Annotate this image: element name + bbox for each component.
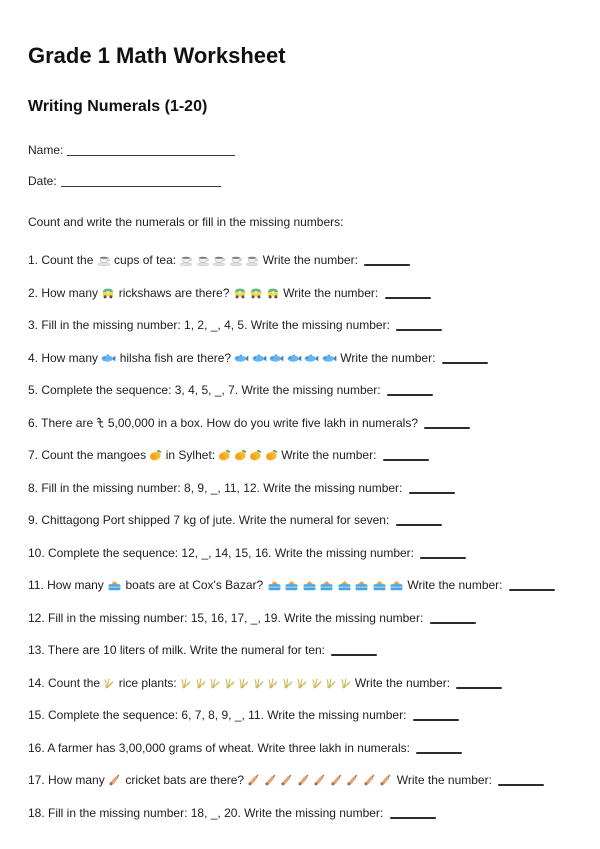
rice-plant-icon <box>209 677 221 689</box>
rice-plant-icon-row <box>103 677 115 689</box>
answer-blank <box>390 817 436 819</box>
question-text: 13. There are 10 liters of milk. Write the numeral for ten: <box>28 643 329 657</box>
fish-icon-row <box>101 353 116 364</box>
rice-plant-icon <box>195 677 207 689</box>
boat-icon <box>337 580 352 591</box>
question-18 <box>28 805 572 821</box>
question-text: cricket bats are there? <box>122 773 248 787</box>
rice-plant-icon <box>311 677 323 689</box>
answer-blank <box>430 622 476 624</box>
answer-blank <box>456 687 502 689</box>
cricket-bat-icon-row <box>247 773 393 786</box>
cricket-bat-icon <box>280 773 294 786</box>
rickshaw-icon <box>101 287 115 299</box>
question-text: 4. How many <box>28 350 102 365</box>
question-text: rickshaws are there? <box>115 285 233 300</box>
question-text: 9. Chittagong Port shipped 7 kg of jute. Write the numeral for seven: <box>28 513 393 527</box>
question-text: Write the number: <box>393 773 496 787</box>
answer-blank <box>498 784 544 786</box>
fish-icon-row <box>234 353 337 364</box>
name-blank-line <box>67 154 235 156</box>
answer-blank <box>387 394 433 396</box>
answer-blank <box>509 589 555 591</box>
fish-icon <box>304 353 319 364</box>
question-text: 15. Complete the sequence: 6, 7, 8, 9, _, 11. Write the missing number: <box>28 708 410 722</box>
question-12 <box>28 610 572 626</box>
rickshaw-icon-row <box>233 287 280 299</box>
cricket-bat-icon <box>346 773 360 786</box>
rickshaw-icon <box>249 287 263 299</box>
question-text: 1. Count the <box>28 253 97 267</box>
question-text: 2. How many <box>28 285 102 300</box>
boat-icon <box>107 580 122 591</box>
boat-icon <box>302 580 317 591</box>
question-text: Write the number: <box>279 285 382 300</box>
rice-plant-icon <box>282 677 294 689</box>
date-blank-line <box>61 185 221 187</box>
boat-icon-row <box>107 580 122 591</box>
cricket-bat-icon <box>379 773 393 786</box>
mango-icon-row <box>149 449 162 461</box>
date-field-row <box>28 173 572 189</box>
question-13 <box>28 642 572 658</box>
question-text: rice plants: <box>115 675 181 690</box>
question-3 <box>28 317 572 333</box>
rice-plant-icon <box>103 677 115 689</box>
answer-blank <box>420 557 466 559</box>
question-text: 8. Fill in the missing number: 8, 9, _, 11, 12. Write the missing number: <box>28 480 406 495</box>
cricket-bat-icon <box>313 773 327 786</box>
question-text: 3. Fill in the missing number: 1, 2, _, 4, 5. Write the missing number: <box>28 318 394 332</box>
question-text: Write the number: <box>259 253 362 267</box>
question-15 <box>28 707 572 723</box>
question-text: Write the number: <box>351 675 454 690</box>
rice-plant-icon <box>296 677 308 689</box>
boat-icon <box>389 580 404 591</box>
fish-icon <box>101 353 116 364</box>
mango-icon <box>149 449 162 461</box>
cricket-bat-icon <box>108 773 122 786</box>
question-4 <box>28 350 572 366</box>
rickshaw-icon <box>233 287 247 299</box>
page-title: Grade 1 Math Worksheet <box>28 43 286 68</box>
cricket-bat-icon <box>264 773 278 786</box>
question-text: cups of tea: <box>110 253 180 267</box>
cricket-bat-icon <box>330 773 344 786</box>
teacup-icon <box>229 254 243 266</box>
boat-icon <box>372 580 387 591</box>
mango-icon <box>234 449 247 461</box>
question-text: 12. Fill in the missing number: 15, 16, 17, _, 19. Write the missing number: <box>28 610 427 625</box>
question-text: 17. How many <box>28 773 109 787</box>
answer-blank <box>442 362 488 364</box>
rice-plant-icon <box>180 677 192 689</box>
section-title: Writing Numerals (1-20) <box>28 98 208 115</box>
question-text: Write the number: <box>336 350 439 365</box>
teacup-icon-row <box>179 254 259 266</box>
boat-icon <box>284 580 299 591</box>
answer-blank <box>331 654 377 656</box>
answer-blank <box>364 264 410 266</box>
question-text: in Sylhet: <box>162 448 219 462</box>
boat-icon <box>319 580 334 591</box>
question-text: 16. A farmer has 3,00,000 grams of wheat. Write three lakh in numerals: <box>28 740 414 755</box>
question-text: 5. Complete the sequence: 3, 4, 5, _, 7. Write the missing number: <box>28 383 384 397</box>
question-6 <box>28 415 572 431</box>
answer-blank <box>409 492 455 494</box>
teacup-icon <box>196 254 210 266</box>
cricket-bat-icon-row <box>108 773 122 786</box>
boat-icon <box>354 580 369 591</box>
answer-blank <box>383 459 429 461</box>
rickshaw-icon-row <box>101 287 115 299</box>
question-text: 11. How many <box>28 578 108 592</box>
question-16 <box>28 740 572 756</box>
question-text: boats are at Cox's Bazar? <box>122 578 267 592</box>
question-8 <box>28 480 572 496</box>
question-17 <box>28 772 572 788</box>
name-field-row <box>28 142 572 158</box>
fish-icon <box>322 353 337 364</box>
answer-blank <box>385 297 431 299</box>
question-1 <box>28 252 572 268</box>
rice-plant-icon <box>267 677 279 689</box>
answer-blank <box>396 329 442 331</box>
question-5 <box>28 382 572 398</box>
question-text: Write the number: <box>277 448 380 462</box>
question-text: Write the number: <box>404 578 506 592</box>
teacup-icon <box>245 254 259 266</box>
question-11 <box>28 577 572 593</box>
boat-icon <box>267 580 282 591</box>
question-text: 7. Count the mangoes <box>28 448 150 462</box>
mango-icon-row <box>218 449 278 461</box>
mango-icon <box>218 449 231 461</box>
mango-icon <box>265 449 278 461</box>
question-text: 14. Count the <box>28 675 104 690</box>
fish-icon <box>234 353 249 364</box>
question-7 <box>28 447 572 463</box>
instruction-text: Count and write the numerals or fill in the missing numbers: <box>28 215 344 229</box>
question-text: hilsha fish are there? <box>116 350 235 365</box>
teacup-icon <box>179 254 193 266</box>
teacup-icon <box>97 254 111 266</box>
rice-plant-icon <box>253 677 265 689</box>
teacup-icon <box>212 254 226 266</box>
mango-icon <box>249 449 262 461</box>
rice-plant-icon <box>238 677 250 689</box>
question-14 <box>28 675 572 691</box>
answer-blank <box>396 524 442 526</box>
cricket-bat-icon <box>247 773 261 786</box>
question-text: 18. Fill in the missing number: 18, _, 20. Write the missing number: <box>28 805 387 820</box>
rice-plant-icon <box>224 677 236 689</box>
question-9 <box>28 512 572 528</box>
question-10 <box>28 545 572 561</box>
fish-icon <box>252 353 267 364</box>
date-label: Date: <box>28 174 57 188</box>
cricket-bat-icon <box>363 773 377 786</box>
questions-list <box>28 252 572 821</box>
question-2 <box>28 285 572 301</box>
name-label: Name: <box>28 143 64 157</box>
rice-plant-icon <box>340 677 352 689</box>
rickshaw-icon <box>266 287 280 299</box>
question-text: 5,00,000 in a box. How do you write five lakh in numerals? <box>104 415 422 430</box>
answer-blank <box>416 752 462 754</box>
answer-blank <box>413 719 459 721</box>
answer-blank <box>424 427 470 429</box>
question-text: 6. There are <box>28 415 97 430</box>
fish-icon <box>269 353 284 364</box>
rice-plant-icon-row <box>180 677 352 689</box>
teacup-icon-row <box>97 254 111 266</box>
question-text: 10. Complete the sequence: 12, _, 14, 15, 16. Write the missing number: <box>28 545 418 560</box>
fish-icon <box>287 353 302 364</box>
rice-plant-icon <box>325 677 337 689</box>
boat-icon-row <box>267 580 405 591</box>
cricket-bat-icon <box>297 773 311 786</box>
